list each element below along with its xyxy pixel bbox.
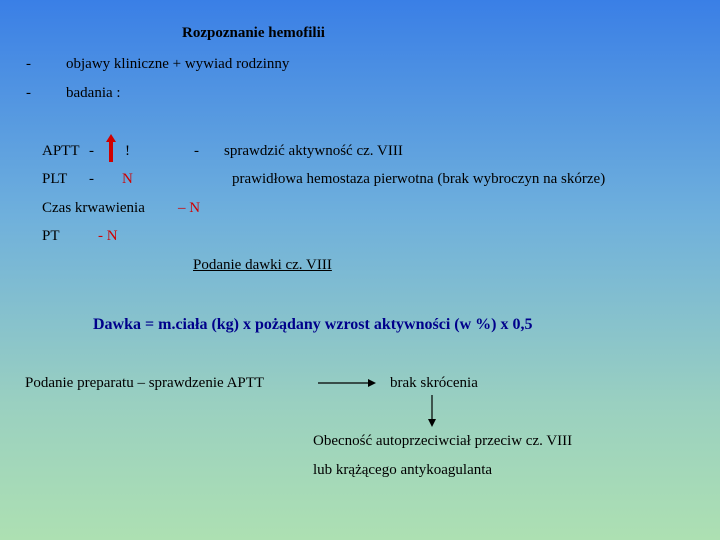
plt-note: prawidłowa hemostaza pierwotna (brak wybroczyn na skórze)	[232, 171, 606, 187]
page-title: Rozpoznanie hemofilii	[182, 25, 325, 41]
flow-step-anticoagulant: lub krążącego antykoagulanta	[313, 462, 493, 478]
flow-step-no-shortening: brak skrócenia	[390, 375, 478, 391]
aptt-action: sprawdzić aktywność cz. VIII	[224, 143, 403, 159]
bullet-text-symptoms: objawy kliniczne + wywiad rodzinny	[66, 56, 290, 72]
plt-dash: -	[89, 171, 94, 187]
dose-formula: Dawka = m.ciała (kg) x pożądany wzrost aktywności (w %) x 0,5	[93, 316, 533, 333]
arrow-down-icon	[427, 395, 437, 427]
flow-step-antibodies: Obecność autoprzeciwciał przeciw cz. VIII	[313, 433, 573, 449]
bleeding-time-result: – N	[178, 200, 201, 216]
flow-step-apply: Podanie preparatu – sprawdzenie APTT	[25, 375, 265, 391]
aptt-result: !	[125, 143, 130, 159]
plt-label: PLT	[42, 171, 68, 187]
arrow-right-icon	[318, 378, 376, 388]
bullet-dash: -	[26, 56, 31, 72]
aptt-dash: -	[89, 143, 94, 159]
aptt-action-dash: -	[194, 143, 199, 159]
bleeding-time-label: Czas krwawienia	[42, 200, 145, 216]
arrow-up-icon	[106, 134, 116, 162]
bullet-dash: -	[26, 85, 31, 101]
aptt-label: APTT	[42, 143, 80, 159]
plt-result: N	[122, 171, 133, 187]
dose-heading: Podanie dawki cz. VIII	[193, 257, 332, 273]
pt-label: PT	[42, 228, 60, 244]
pt-result: - N	[98, 228, 118, 244]
bullet-text-tests: badania :	[66, 85, 121, 101]
